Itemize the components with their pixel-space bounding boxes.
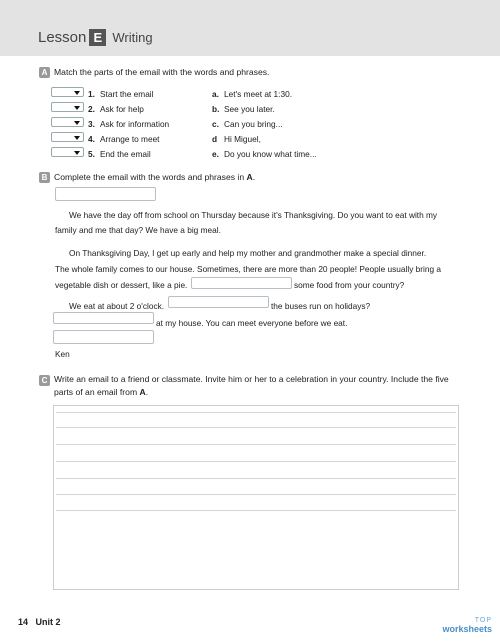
email-text: The whole family comes to our house. Sometimes, there are more than 20 people! People usually bring a <box>55 264 442 274</box>
page-number: 14 <box>18 617 29 627</box>
item-letter: c. <box>212 119 219 129</box>
chevron-down-icon <box>74 91 80 95</box>
writing-line <box>56 510 456 511</box>
email-text: some food from your country? <box>294 280 405 290</box>
instruction-ref: A <box>246 172 253 182</box>
item-text: Ask for help <box>100 104 144 114</box>
item-number: 3. <box>88 119 95 129</box>
section-c-badge: C <box>39 375 50 386</box>
instruction-ref: A <box>139 387 146 397</box>
writing-line <box>56 427 456 428</box>
writing-line <box>56 461 456 462</box>
lesson-heading <box>38 29 153 46</box>
match-right-item <box>212 149 317 159</box>
answer-dropdown-5[interactable] <box>51 147 84 157</box>
chevron-down-icon <box>74 136 80 140</box>
unit-label: Unit 2 <box>35 617 61 627</box>
item-text: Ask for information <box>100 119 170 129</box>
answer-dropdown-2[interactable] <box>51 102 84 112</box>
match-left-item <box>88 119 169 129</box>
section-b-instruction <box>54 171 255 184</box>
match-right-item <box>212 104 275 114</box>
arrange-meet-blank-input[interactable] <box>53 312 154 324</box>
item-number: 5. <box>88 149 95 159</box>
topworksheets-logo <box>442 616 492 634</box>
item-letter: b. <box>212 104 220 114</box>
lesson-word: Lesson <box>38 29 87 46</box>
answer-dropdown-3[interactable] <box>51 117 84 127</box>
chevron-down-icon <box>74 106 80 110</box>
logo-bottom-text: worksheets <box>442 624 492 634</box>
answer-dropdown-1[interactable] <box>51 87 84 97</box>
email-text: We have the day off from school on Thursday because it's Thanksgiving. Do you want to eat with my <box>69 210 438 220</box>
ask-info-blank-input[interactable] <box>168 296 269 308</box>
page-footer <box>18 617 61 627</box>
section-c-instruction <box>54 373 474 399</box>
ask-for-help-blank-input[interactable] <box>191 277 292 289</box>
section-b-badge: B <box>39 172 50 183</box>
match-left-item <box>88 89 154 99</box>
writing-line <box>56 494 456 495</box>
lesson-header-bar <box>0 0 500 56</box>
item-number: 4. <box>88 134 95 144</box>
answer-dropdown-4[interactable] <box>51 132 84 142</box>
instruction-punct: . <box>145 387 149 397</box>
item-text: Start the email <box>100 89 154 99</box>
email-text: We eat at about 2 o'clock. <box>69 301 165 311</box>
email-text: On Thanksgiving Day, I get up early and help my mother and grandmother make a special dinner. <box>69 248 427 258</box>
match-left-item <box>88 134 160 144</box>
section-a-instruction: Match the parts of the email with the words and phrases. <box>54 67 270 77</box>
section-a-badge: A <box>39 67 50 78</box>
match-right-item <box>212 134 261 144</box>
item-text: Can you bring... <box>224 119 283 129</box>
match-left-item <box>88 104 144 114</box>
lesson-title: Writing <box>112 30 153 45</box>
writing-line <box>56 444 456 445</box>
email-text: the buses run on holidays? <box>271 301 371 311</box>
writing-line <box>56 478 456 479</box>
chevron-down-icon <box>74 121 80 125</box>
closing-blank-input[interactable] <box>53 330 154 344</box>
email-text: at my house. You can meet everyone before we eat. <box>156 318 348 328</box>
match-left-item <box>88 149 151 159</box>
match-right-item <box>212 89 292 99</box>
email-writing-area[interactable] <box>53 405 459 590</box>
instruction-text: Complete the email with the words and phrases in <box>54 172 247 182</box>
chevron-down-icon <box>74 151 80 155</box>
item-text: Hi Miguel, <box>224 134 261 144</box>
lesson-letter-badge: E <box>89 29 106 46</box>
instruction-punct: . <box>252 172 256 182</box>
item-letter: d <box>212 134 218 144</box>
writing-line <box>56 412 456 413</box>
item-text: See you later. <box>224 104 275 114</box>
item-text: Let's meet at 1:30. <box>224 89 292 99</box>
item-number: 1. <box>88 89 95 99</box>
email-text: vegetable dish or dessert, like a pie. <box>55 280 188 290</box>
match-right-item <box>212 119 283 129</box>
email-text: family and me that day? We have a big meal. <box>55 225 221 235</box>
greeting-blank-input[interactable] <box>55 187 156 201</box>
logo-top-text: TOP <box>474 617 492 624</box>
item-text: End the email <box>100 149 151 159</box>
instruction-text: parts of an email from <box>54 387 140 397</box>
item-number: 2. <box>88 104 95 114</box>
instruction-text: Write an email to a friend or classmate. Invite him or her to a celebration in your country. Include the five <box>54 374 449 384</box>
item-letter: a. <box>212 89 219 99</box>
item-text: Do you know what time... <box>224 149 317 159</box>
item-text: Arrange to meet <box>100 134 160 144</box>
item-letter: e. <box>212 149 219 159</box>
email-signature: Ken <box>55 349 70 359</box>
